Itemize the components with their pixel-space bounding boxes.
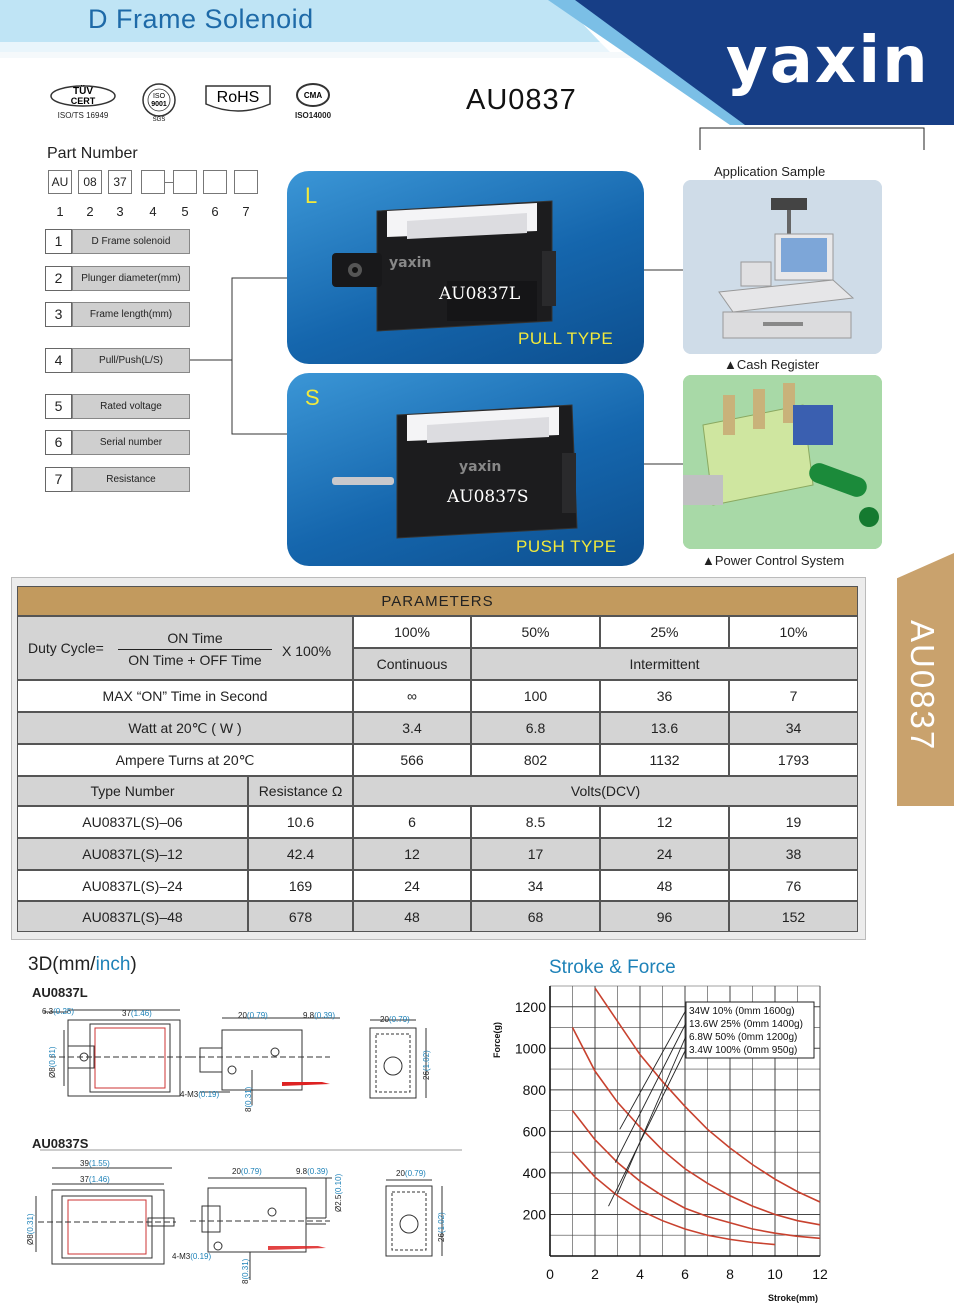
legend-num-6: 6 [45, 430, 72, 455]
legend-connector-lines [190, 270, 290, 440]
dim-s-5-in: (0.79) [404, 1169, 426, 1178]
type-row-2-name: AU0837L(S)–12 [17, 838, 248, 870]
type-row-4-v10: 152 [729, 901, 858, 932]
legend-label-1: D Frame solenoid [72, 229, 190, 254]
dim-l-6 [48, 1046, 57, 1078]
dim-l-9-mm: 8 [244, 1107, 253, 1112]
pull-letter: L [305, 183, 318, 208]
pull-solenoid-image [327, 191, 567, 341]
dim-l-8-in: (0.19) [198, 1090, 220, 1099]
part-number-title: Part Number [47, 145, 138, 162]
type-row-3-v25: 48 [600, 870, 729, 901]
dim-s-2-mm: 37 [80, 1175, 89, 1184]
pn-box-6 [203, 170, 227, 194]
max-on-50: 100 [471, 680, 600, 712]
legend-label-7: Resistance [72, 467, 190, 492]
dim-s-9-mm: 8 [241, 1279, 250, 1284]
legend-label-5: Rated voltage [72, 394, 190, 419]
tuv-cert-logo [48, 82, 118, 120]
svg-text:RoHS: RoHS [216, 89, 260, 106]
page-title: D Frame Solenoid [88, 4, 314, 34]
dim-l-8-mm: 4-M3 [180, 1090, 199, 1099]
dim-l-4-mm: 9.8 [303, 1011, 315, 1020]
dim-l-9-in: (0.31) [244, 1086, 253, 1108]
drawings-title [28, 954, 137, 976]
x-tick-label-12: 12 [812, 1266, 828, 1282]
series-line-4 [573, 1152, 776, 1244]
pn-pos-1: 1 [56, 204, 64, 219]
type-row-4-v50: 68 [471, 901, 600, 932]
dim-s-5-mm: 20 [396, 1169, 405, 1178]
dim-l-4-in: (0.39) [314, 1011, 336, 1020]
dim-l-3-mm: 20 [238, 1011, 247, 1020]
svg-text:9001: 9001 [151, 101, 167, 108]
pn-box-2: 08 [78, 170, 102, 194]
x-tick-label-6: 6 [681, 1266, 689, 1282]
push-type-text: PUSH TYPE [516, 537, 617, 556]
pn-box-1: AU [48, 170, 72, 194]
x-tick-label-4: 4 [636, 1266, 644, 1282]
type-row-2-res: 42.4 [248, 838, 353, 870]
iso14000-logo [286, 82, 340, 120]
iso-cert-logo [134, 82, 184, 120]
dim-s-2 [80, 1175, 110, 1184]
ampere-label: Ampere Turns at 20℃ [17, 744, 353, 776]
dim-l-5-in: (0.79) [388, 1015, 410, 1024]
dim-s-7-in: (1.02) [437, 1212, 446, 1234]
duty-multiplier: X 100% [282, 643, 332, 659]
type-row-2-v25: 24 [600, 838, 729, 870]
drawings-title-c: ) [130, 954, 137, 975]
duty-50: 50% [471, 616, 600, 648]
dim-s-4-mm: 9.8 [296, 1167, 308, 1176]
x-tick-label-0: 0 [546, 1266, 554, 1282]
drawings-title-b: inch [95, 954, 131, 975]
dim-s-10-mm: Ø2.5 [334, 1194, 343, 1212]
dim-l-6-mm: Ø8 [48, 1067, 57, 1078]
type-row-2-v100: 12 [353, 838, 471, 870]
pn-pos-7: 7 [242, 204, 250, 219]
power-control-caption: ▲Power Control System [702, 553, 845, 568]
stroke-force-chart [480, 980, 850, 1304]
x-tick-label-10: 10 [767, 1266, 783, 1282]
legend-entry-3: 6.8W 50% (0mm 1200g) [689, 1032, 798, 1043]
pn-dash [165, 182, 173, 183]
x-tick-label-2: 2 [591, 1266, 599, 1282]
pn-pos-3: 3 [116, 204, 124, 219]
dim-s-9 [241, 1259, 250, 1284]
y-tick-label-1200: 1200 [514, 998, 546, 1015]
dim-s-3 [232, 1167, 262, 1176]
svg-text:CERT: CERT [70, 96, 96, 106]
legend-num-3: 3 [45, 302, 72, 327]
parameters-title: PARAMETERS [17, 586, 858, 616]
dim-s-8-in: (0.19) [190, 1252, 212, 1261]
dim-s-7 [437, 1212, 446, 1242]
pn-box-4 [141, 170, 165, 194]
type-row-3-v100: 24 [353, 870, 471, 901]
push-letter: S [305, 385, 320, 410]
dim-l-2-in: (1.46) [130, 1009, 152, 1018]
type-row-3-res: 169 [248, 870, 353, 901]
dim-l-2 [122, 1009, 152, 1018]
legend-entry-4: 3.4W 100% (0mm 950g) [689, 1045, 798, 1056]
connector-line-2 [644, 459, 684, 469]
legend-label-3: Frame length(mm) [72, 302, 190, 327]
type-row-1-v25: 12 [600, 806, 729, 838]
type-row-4-res: 678 [248, 901, 353, 932]
max-on-100: ∞ [353, 680, 471, 712]
cash-register-caption: ▲Cash Register [724, 357, 820, 372]
svg-text:TÜV: TÜV [73, 86, 93, 97]
chart-title: Stroke & Force [549, 957, 676, 978]
pull-label: AU0837L [439, 284, 521, 304]
duty-10: 10% [729, 616, 858, 648]
type-row-3-v10: 76 [729, 870, 858, 901]
series-line-3 [573, 1111, 821, 1239]
dim-s-1 [80, 1159, 110, 1168]
legend-entry-1: 34W 10% (0mm 1600g) [689, 1006, 795, 1017]
legend-num-7: 7 [45, 467, 72, 492]
ampere-50: 802 [471, 744, 600, 776]
type-row-3-v50: 34 [471, 870, 600, 901]
dim-l-2-mm: 37 [122, 1009, 131, 1018]
iso14000-sub: ISO14000 [294, 111, 332, 120]
legend-label-4: Pull/Push(L/S) [72, 348, 190, 373]
legend-label-6: Serial number [72, 430, 190, 455]
push-type-panel [287, 373, 644, 566]
rohs-logo [204, 82, 272, 120]
connector-line-1 [644, 265, 684, 275]
dim-s-6-in: (0.31) [26, 1213, 35, 1235]
dim-l-1-mm: 6.3 [42, 1007, 54, 1016]
svg-text:CMA: CMA [303, 91, 323, 100]
type-row-1-v50: 8.5 [471, 806, 600, 838]
ampere-10: 1793 [729, 744, 858, 776]
svg-text:ISO: ISO [152, 93, 166, 100]
push-brand-emboss: yaxin [459, 459, 502, 475]
dim-s-4-in: (0.39) [307, 1167, 329, 1176]
pull-type-text: PULL TYPE [518, 329, 614, 348]
pn-box-7 [234, 170, 258, 194]
y-axis-label: Force(g) [492, 1022, 502, 1058]
watt-10: 34 [729, 712, 858, 744]
type-row-2-v50: 17 [471, 838, 600, 870]
dim-l-3-in: (0.79) [246, 1011, 268, 1020]
duty-numerator: ON Time [167, 630, 223, 646]
dim-s-3-mm: 20 [232, 1167, 241, 1176]
pull-brand-emboss: yaxin [389, 255, 432, 271]
x-axis-label: Stroke(mm) [767, 1293, 818, 1303]
dim-s-1-in: (1.55) [88, 1159, 110, 1168]
type-row-1-name: AU0837L(S)–06 [17, 806, 248, 838]
pn-box-5 [173, 170, 197, 194]
legend-leader-2 [615, 1023, 686, 1163]
dim-s-8 [172, 1252, 211, 1261]
max-on-10: 7 [729, 680, 858, 712]
push-solenoid-image [327, 393, 587, 543]
dim-s-6-mm: Ø8 [26, 1234, 35, 1245]
legend-num-4: 4 [45, 348, 72, 373]
y-tick-label-800: 800 [522, 1081, 546, 1098]
dim-l-3 [238, 1011, 268, 1020]
watt-50: 6.8 [471, 712, 600, 744]
duty-fraction-line [118, 649, 272, 650]
pn-pos-6: 6 [211, 204, 219, 219]
push-label: AU0837S [447, 487, 529, 507]
dim-s-3-in: (0.79) [240, 1167, 262, 1176]
watt-label: Watt at 20℃ ( W ) [17, 712, 353, 744]
dim-l-4 [303, 1011, 335, 1020]
type-row-4-v100: 48 [353, 901, 471, 932]
application-title: Application Sample [714, 164, 826, 179]
dim-s-7-mm: 26 [437, 1233, 446, 1242]
au0837s-label: AU0837S [32, 1136, 89, 1151]
type-row-1-v10: 19 [729, 806, 858, 838]
dim-s-2-in: (1.46) [88, 1175, 110, 1184]
type-row-1-res: 10.6 [248, 806, 353, 838]
legend-label-2: Plunger diameter(mm) [72, 266, 190, 291]
dim-l-7-in: (1.02) [422, 1050, 431, 1072]
intermittent-cell: Intermittent [471, 648, 858, 680]
duty-100: 100% [353, 616, 471, 648]
type-row-4-v25: 96 [600, 901, 729, 932]
watt-25: 13.6 [600, 712, 729, 744]
y-tick-label-200: 200 [522, 1206, 546, 1223]
dim-l-5 [380, 1015, 410, 1024]
x-tick-label-8: 8 [726, 1266, 734, 1282]
dim-s-1-mm: 39 [80, 1159, 89, 1168]
dim-l-8 [180, 1090, 219, 1099]
y-tick-label-1000: 1000 [514, 1040, 546, 1057]
model-number: AU0837 [466, 84, 577, 116]
type-number-header: Type Number [17, 776, 248, 806]
cash-register-image [683, 180, 882, 354]
resistance-header: Resistance Ω [248, 776, 353, 806]
max-on-25: 36 [600, 680, 729, 712]
au0837l-label: AU0837L [32, 985, 88, 1000]
dim-l-1-in: (0.25) [53, 1007, 75, 1016]
duty-denominator: ON Time + OFF Time [128, 652, 262, 668]
ampere-25: 1132 [600, 744, 729, 776]
dim-l-7 [422, 1050, 431, 1080]
volts-header: Volts(DCV) [353, 776, 858, 806]
pn-box-3: 37 [108, 170, 132, 194]
legend-leader-4 [609, 1049, 687, 1206]
dimension-drawings [0, 1000, 490, 1300]
pn-pos-5: 5 [181, 204, 189, 219]
power-control-image [683, 375, 882, 549]
duty-25: 25% [600, 616, 729, 648]
dim-s-6 [26, 1213, 35, 1245]
dim-s-10 [334, 1174, 343, 1212]
legend-num-2: 2 [45, 266, 72, 291]
pn-pos-4: 4 [149, 204, 157, 219]
dim-l-1 [42, 1007, 74, 1016]
pn-pos-2: 2 [86, 204, 94, 219]
svg-text:SGS: SGS [152, 117, 166, 122]
side-tab-text: AU0837 [904, 620, 941, 752]
watt-100: 3.4 [353, 712, 471, 744]
type-row-1-v100: 6 [353, 806, 471, 838]
legend-num-1: 1 [45, 229, 72, 254]
dim-s-4 [296, 1167, 328, 1176]
legend-entry-2: 13.6W 25% (0mm 1400g) [689, 1019, 803, 1030]
dim-s-10-in: (0.10) [334, 1173, 343, 1195]
dim-s-9-in: (0.31) [241, 1258, 250, 1280]
y-tick-label-600: 600 [522, 1123, 546, 1140]
brand-logo: yaxin [726, 24, 930, 98]
dim-l-6-in: (0.31) [48, 1046, 57, 1068]
ampere-100: 566 [353, 744, 471, 776]
dim-s-5 [396, 1169, 426, 1178]
type-row-3-name: AU0837L(S)–24 [17, 870, 248, 901]
tuv-cert-sub: ISO/TS 16949 [57, 111, 109, 120]
pull-type-panel [287, 171, 644, 364]
dim-s-8-mm: 4-M3 [172, 1252, 191, 1261]
duty-label: Duty Cycle= [28, 640, 104, 656]
drawings-title-a: 3D(mm/ [28, 954, 96, 975]
dim-l-5-mm: 20 [380, 1015, 389, 1024]
type-row-2-v10: 38 [729, 838, 858, 870]
continuous-cell: Continuous [353, 648, 471, 680]
legend-num-5: 5 [45, 394, 72, 419]
dim-l-7-mm: 26 [422, 1071, 431, 1080]
type-row-4-name: AU0837L(S)–48 [17, 901, 248, 932]
max-on-label: MAX “ON” Time in Second [17, 680, 353, 712]
dim-l-9 [244, 1087, 253, 1112]
y-tick-label-400: 400 [522, 1164, 546, 1181]
